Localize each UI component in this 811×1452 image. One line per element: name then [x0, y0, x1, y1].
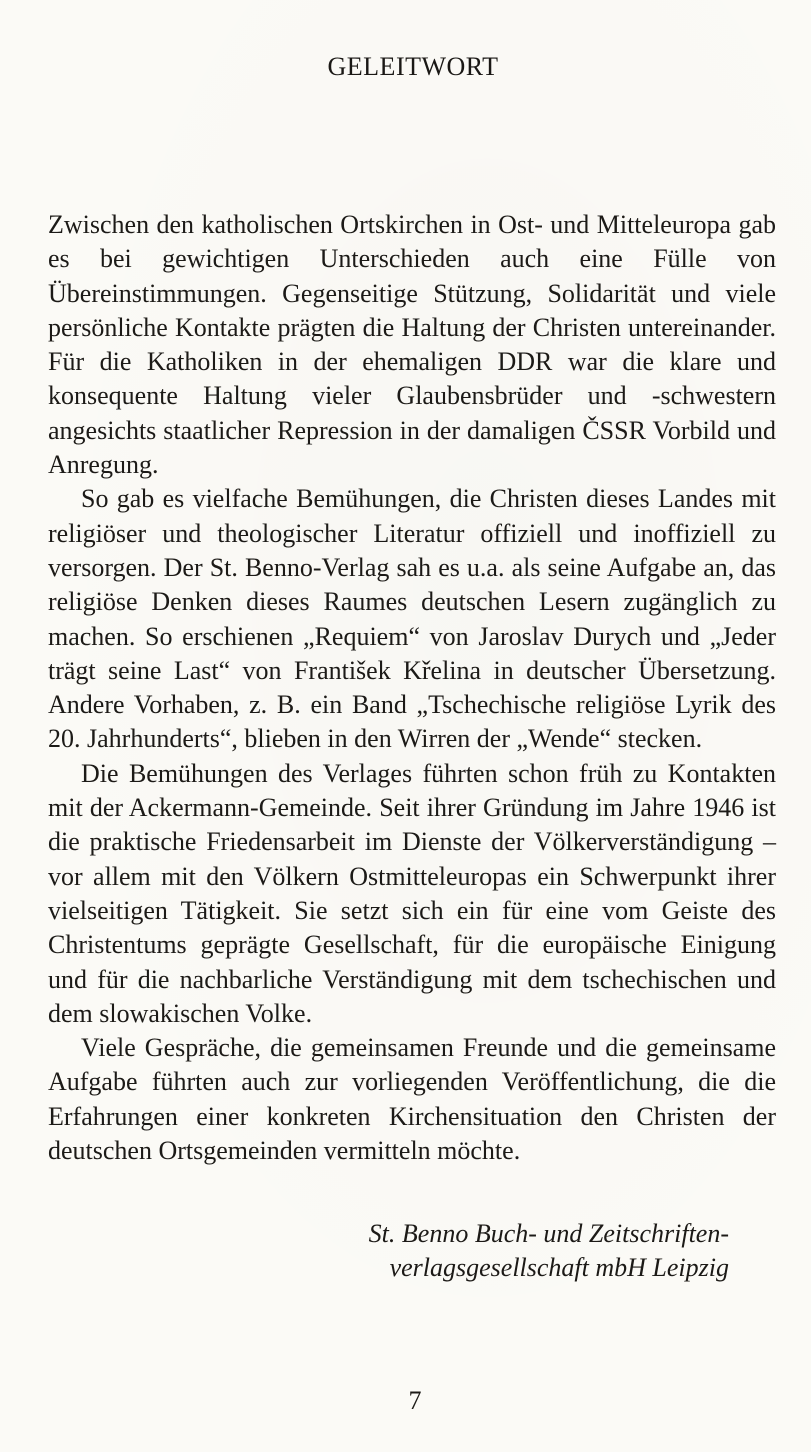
signature-block: [369, 1217, 729, 1285]
paragraph-2: So gab es vielfache Bemühungen, die Christen dieses Landes mit religiöser und theologischer Literatur offiziell und inoffiziell zu versorgen. Der St. Benno-Verlag sah es u.a. als seine Aufgabe an, das religiöse Denken dieses Raumes deutschen Lesern zugänglich zu machen. So erschienen „Requiem“ von Jaroslav Durych und „Jeder trägt seine Last“ von František Křelina in deutscher Übersetzung. Andere Vorhaben, z. B. ein Band „Tschechische religiöse Lyrik des 20. Jahrhunderts“, blieben in den Wirren der „Wende“ stecken.: [48, 484, 776, 754]
signature-line-2: verlagsgesellschaft mbH Leipzig: [389, 1253, 729, 1282]
paragraph-1: Zwischen den katholischen Ortskirchen in Ost- und Mitteleuropa gab es bei gewichtigen Unterschieden auch eine Fülle von Übereinstimmungen. Gegenseitige Stützung, Solidarität und viele persönliche Kontakte prägten die Haltung der Christen untereinander. Für die Katholiken in der ehemaligen DDR war die klare und konsequente Haltung vieler Glaubensbrüder und -schwestern angesichts staatlicher Repression in der damaligen ČSSR Vorbild und Anregung.: [48, 210, 776, 480]
foreword-body: [48, 208, 776, 1168]
page-number: 7: [408, 1386, 422, 1415]
paragraph-3: Die Bemühungen des Verlages führten schon früh zu Kontakten mit der Ackermann-Gemeinde. Seit ihrer Gründung im Jahre 1946 ist die praktische Friedensarbeit im Dienste der Völkerverständigung – vor allem mit den Völkern Ostmitteleuropas ein Schwerpunkt ihrer vielseitigen Tätigkeit. Sie setzt sich ein für eine vom Geiste des Christentums geprägte Gesellschaft, für die europäische Einigung und für die nachbarliche Verständigung mit dem tschechischen und dem slowakischen Volke.: [48, 758, 776, 1028]
signature-line-1: St. Benno Buch- und Zeitschriften-: [368, 1219, 729, 1248]
paragraph-4: Viele Gespräche, die gemeinsamen Freunde und die gemeinsame Aufgabe führten auch zur vorliegenden Veröffentlichung, die die Erfahrungen einer konkreten Kirchensituation den Christen der deutschen Ortsgemeinden vermitteln möchte.: [48, 1033, 776, 1166]
page-title: GELEITWORT: [327, 52, 499, 81]
